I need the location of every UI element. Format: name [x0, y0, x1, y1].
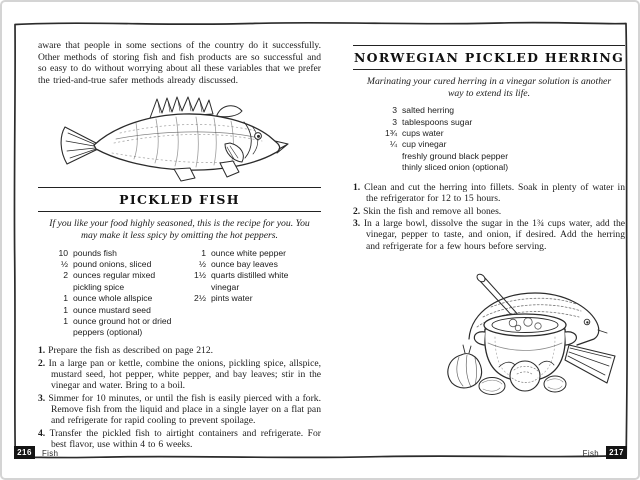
ingredient-name: ounce bay leaves: [211, 258, 278, 269]
ingredient-name: freshly ground black pepper: [402, 150, 509, 161]
ingredient-qty: 1¾: [385, 128, 397, 138]
step-number: 4.: [38, 427, 46, 439]
step-text: Prepare the fish as described on page 212.: [48, 344, 214, 356]
intro-paragraph: aware that people in some sections of the country do it successfully. Other methods of storing fish and fish products are so successful and so easy to do without worrying about all these variables that we prefer the tried-and-true safer methods already discussed.: [38, 40, 321, 86]
ingredient-qty: [379, 162, 397, 173]
ingredient-name: salted herring: [402, 105, 455, 116]
ingredient-qty: 3: [392, 116, 397, 127]
ingredient-name: pound onions, sliced: [73, 258, 152, 269]
step-text: In a large bowl, dissolve the sugar in the 1¾ cups water, add the vinegar, pepper to taste, and onion, if desired. Add the herring and refrigerate for a few hours before serving.: [363, 218, 625, 252]
stockpot-fish-icon: [429, 259, 621, 399]
ingredients-list: [50, 248, 321, 339]
instruction-step: [353, 206, 625, 217]
step-text: In a large pan or kettle, combine the onions, pickling spice, allspice, mustard seed, hot pepper, white pepper, and bay leaves; stir in the vinegar and water. Bring to a boil.: [48, 357, 321, 391]
section-label-right: Fish: [582, 449, 599, 458]
ingredient-qty: 1: [63, 316, 68, 326]
step-text: Transfer the pickled fish to airtight containers and refrigerate. For best flavor, use within 4 to 6 weeks.: [49, 427, 322, 450]
step-text: Skin the fish and remove all bones.: [363, 205, 502, 217]
ingredient-name: quarts distilled white vinegar: [211, 270, 289, 292]
ingredient-name: ounce mustard seed: [73, 304, 151, 315]
ingredient-name: pints water: [211, 293, 253, 304]
recipe-tagline: Marinating your cured herring in a vinegar solution is another way to extend its life.: [366, 76, 612, 99]
ingredients-column-1: [50, 248, 188, 339]
step-number: 1.: [353, 181, 361, 193]
instruction-step: [38, 345, 321, 356]
right-page: [353, 41, 625, 399]
perch-fish-icon: [54, 91, 306, 183]
instruction-step: [353, 182, 625, 204]
instruction-step: [38, 393, 321, 427]
step-number: 3.: [353, 218, 361, 230]
ingredient-name: ounce white pepper: [211, 247, 287, 258]
ingredient-qty: 3: [392, 105, 397, 116]
ingredient-qty: 1: [201, 247, 206, 258]
ingredient-qty: 1½: [194, 270, 206, 281]
recipe-tagline: If you like your food highly seasoned, this is the recipe for you. You may make it less spicy by omitting the hot peppers.: [49, 218, 310, 241]
instruction-step: [38, 428, 321, 450]
left-page: [38, 40, 321, 452]
ingredient-qty: 1: [63, 293, 68, 304]
ingredient-name: ounces regular mixed pickling spice: [73, 270, 156, 292]
instruction-step: [38, 358, 321, 392]
step-number: 1.: [38, 344, 46, 356]
instructions-list: [353, 182, 625, 252]
ingredient-qty: 2: [63, 270, 68, 281]
page-number-badge-left: 216: [14, 446, 35, 459]
ingredient-qty: ½: [60, 258, 68, 269]
step-text: Simmer for 10 minutes, or until the fish is easily pierced with a fork. Remove fish from the liquid and place in a single layer on a flat pan and refrigerate for rapid cooling to prevent spoilage.: [48, 392, 321, 427]
ingredient-name: cups water: [402, 128, 444, 138]
ingredient-qty: ½: [198, 258, 206, 269]
ingredient-name: ounce ground hot or dried peppers (optional): [73, 316, 172, 338]
step-number: 3.: [38, 392, 46, 404]
step-number: 2.: [353, 205, 361, 217]
ingredient-name: thinly sliced onion (optional): [402, 162, 509, 173]
section-label-left: Fish: [42, 449, 59, 458]
ingredients-list: [379, 105, 625, 173]
ingredient-name: tablespoons sugar: [402, 116, 473, 127]
ingredient-name: cup vinegar: [402, 139, 447, 150]
ingredient-qty: [379, 151, 397, 162]
ingredient-qty: ¼: [389, 139, 397, 150]
fish-illustration: [38, 91, 321, 183]
ingredient-qty: 2½: [194, 293, 206, 304]
ingredient-name: pounds fish: [73, 247, 117, 258]
ingredient-qty: 10: [58, 247, 68, 258]
step-text: Clean and cut the herring into fillets. Soak in plenty of water in the refrigerator for 12 to 15 hours.: [364, 181, 625, 204]
pot-illustration: [353, 259, 625, 399]
recipe-title-pickled-fish: PICKLED FISH: [38, 187, 321, 212]
recipe-title-norwegian-herring: NORWEGIAN PICKLED HERRING: [353, 45, 625, 70]
step-number: 2.: [38, 357, 46, 369]
ingredient-qty: 1: [63, 304, 68, 315]
page-number-badge-right: 217: [606, 446, 627, 459]
ingredient-name: ounce whole allspice: [73, 293, 153, 304]
instructions-list: [38, 345, 321, 450]
ingredients-column-2: [188, 248, 321, 305]
instruction-step: [353, 218, 625, 252]
